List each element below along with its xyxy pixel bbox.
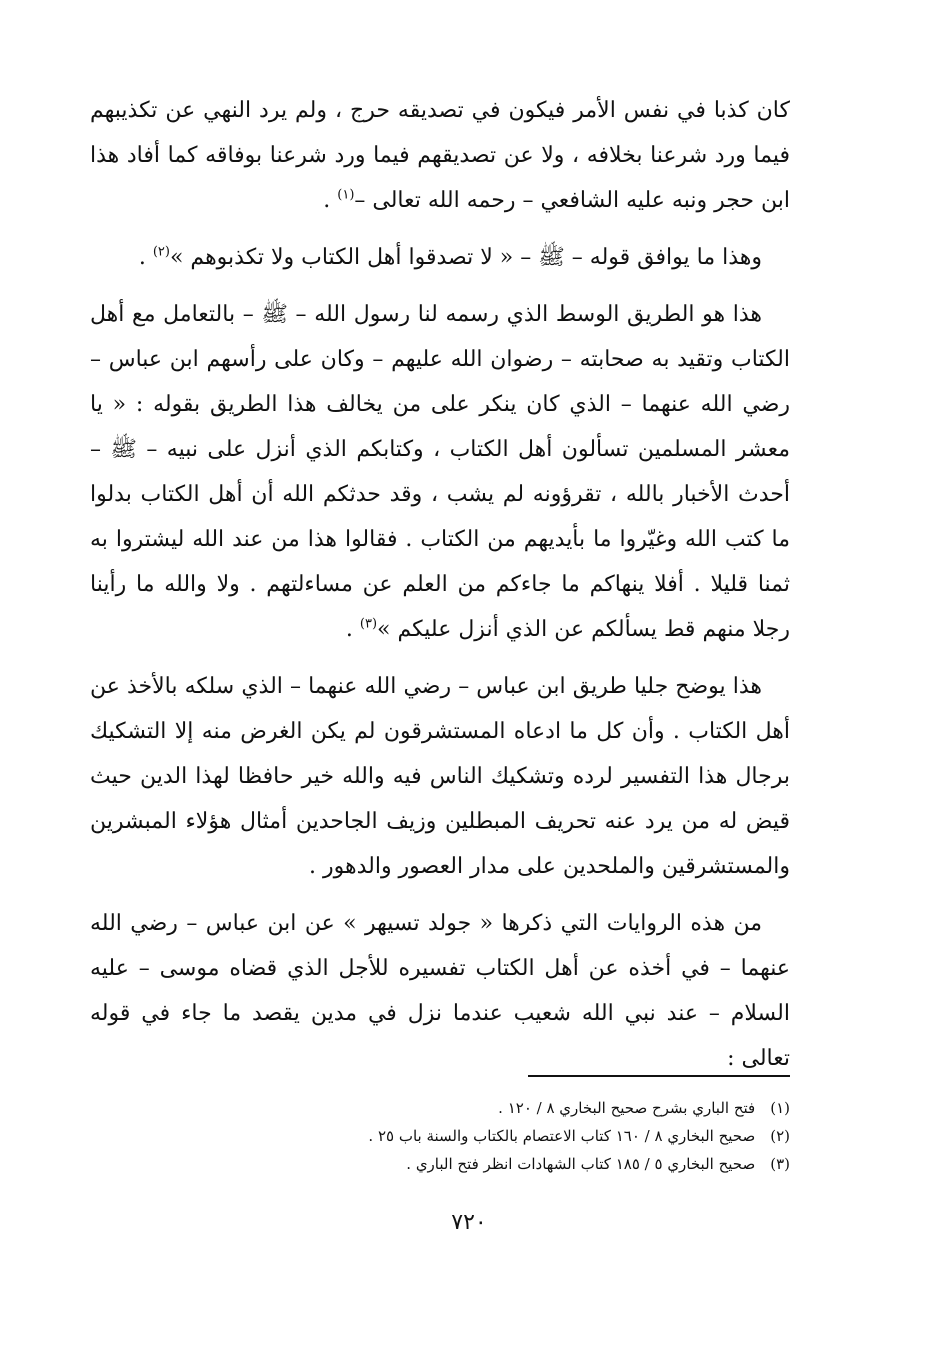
footnote-ref-2: (٢) — [152, 244, 170, 260]
footnote-text: صحيح البخاري ٨ / ١٦٠ كتاب الاعتصام بالكتاب والسنة باب ٢٥ . — [368, 1127, 756, 1145]
footnote-text: فتح الباري بشرح صحيح البخاري ٨ / ١٢٠ . — [498, 1099, 756, 1117]
paragraph-3: هذا هو الطريق الوسط الذي رسمه لنا رسول الله – ﷺ – بالتعامل مع أهل الكتاب وتقيد به صحابته – رضوان الله عليهم – وكان على رأسهم ابن عباس – رضي الله عنهما – الذي كان ينكر على من يخالف هذا الطريق بقوله : « يا معشر المسلمين تسألون أهل الكتاب ، وكتابكم الذي أنزل على نبيه – ﷺ – أحدث الأخبار بالله ، تقرؤونه لم يشب ، وقد حدثكم الله أن أهل الكتاب بدلوا ما كتب الله وغيّروا ما بأيديهم من الكتاب . فقالوا هذا من عند الله ليشتروا به ثمنا قليلا . أفلا ينهاكم ما جاءكم من العلم عن مساءلتهم . ولا والله ما رأينا رجلا منهم قط يسألكم عن الذي أنزل عليكم »$^{(٣)}$ . — [90, 302, 790, 642]
footnotes — [90, 1094, 790, 1178]
paragraph-4: هذا يوضح جليا طريق ابن عباس – رضي الله عنهما – الذي سلكه بالأخذ عن أهل الكتاب . وأن كل ما ادعاه المستشرقون لم يكن الغرض منه إلا التشكيك برجال هذا التفسير لرده وتشكيك الناس فيه والله خير حافظا لهذا الدين حيث قيض له من يرد عنه تحريف المبطلين وزيف الجاحدين أمثال هؤلاء المبشرين والمستشرقين والملحدين على مدار العصور والدهور . — [90, 674, 790, 879]
footnote-3 — [90, 1150, 790, 1178]
paragraph-2: وهذا ما يوافق قوله – ﷺ – « لا تصدقوا أهل الكتاب ولا تكذبوهم »$^{(٢)}$ . — [138, 244, 762, 270]
page-number: ٧٢٠ — [451, 1210, 487, 1235]
paragraph-5: من هذه الروايات التي ذكرها « جولد تسيهر » عن ابن عباس – رضي الله عنهما – في أخذه عن أهل الكتاب تفسيره للأجل الذي قضاه موسى – عليه السلام – عند نبي الله شعيب عندما نزل في مدين يقصد ما جاء في قوله تعالى : — [90, 911, 790, 1071]
body-text — [90, 88, 790, 1093]
footnote-1 — [90, 1094, 790, 1122]
footnote-number: (٢) — [770, 1127, 790, 1145]
footnote-divider — [528, 1075, 790, 1077]
footnote-ref-3: (٣) — [359, 616, 378, 632]
footnote-text: صحيح البخاري ٥ / ١٨٥ كتاب الشهادات انظر فتح الباري . — [406, 1155, 756, 1173]
footnote-number: (١) — [770, 1099, 790, 1117]
footnote-2 — [90, 1122, 790, 1150]
footnote-ref-1: (١) — [337, 187, 355, 203]
footnote-number: (٣) — [770, 1155, 790, 1173]
paragraph-1: كان كذبا في نفس الأمر فيكون في تصديقه حرج ، ولم يرد النهي عن تكذيبهم فيما ورد شرعنا بخلافه ، ولا عن تصديقهم فيما ورد شرعنا بوفاقه كما أفاد هذا ابن حجر ونبه عليه الشافعي – رحمه الله تعالى –$^{(١)}$ . — [90, 98, 790, 213]
